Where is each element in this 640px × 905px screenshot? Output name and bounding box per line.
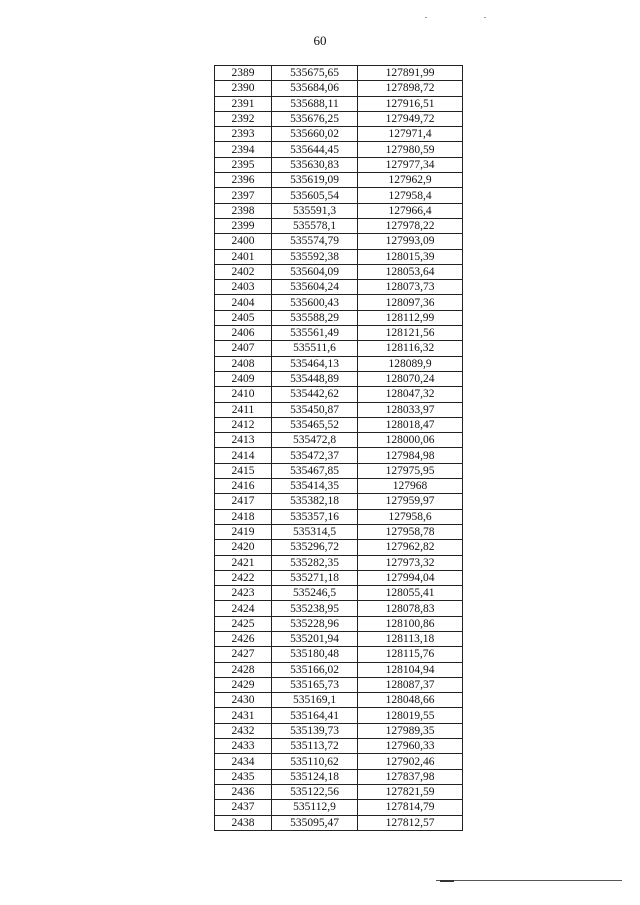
table-row — [215, 142, 463, 157]
table-row — [215, 540, 463, 555]
point-number-cell: 2406 — [215, 326, 272, 341]
point-number-cell: 2410 — [215, 387, 272, 402]
y-coordinate-cell: 127994,04 — [358, 570, 463, 585]
point-number-cell: 2435 — [215, 769, 272, 784]
table-row — [215, 677, 463, 692]
x-coordinate-cell: 535591,3 — [272, 203, 358, 218]
point-number-cell: 2414 — [215, 448, 272, 463]
point-number-cell: 2393 — [215, 127, 272, 142]
x-coordinate-cell: 535246,5 — [272, 586, 358, 601]
y-coordinate-cell: 128113,18 — [358, 631, 463, 646]
point-number-cell: 2415 — [215, 463, 272, 478]
table-row — [215, 371, 463, 386]
point-number-cell: 2405 — [215, 310, 272, 325]
table-row — [215, 433, 463, 448]
x-coordinate-cell: 535271,18 — [272, 570, 358, 585]
y-coordinate-cell: 128048,66 — [358, 693, 463, 708]
x-coordinate-cell: 535619,09 — [272, 173, 358, 188]
y-coordinate-cell: 127958,78 — [358, 524, 463, 539]
y-coordinate-cell: 127891,99 — [358, 66, 463, 81]
scan-speck — [425, 17, 427, 18]
point-number-cell: 2418 — [215, 509, 272, 524]
y-coordinate-cell: 128033,97 — [358, 402, 463, 417]
table-row — [215, 127, 463, 142]
table-row — [215, 631, 463, 646]
point-number-cell: 2431 — [215, 708, 272, 723]
x-coordinate-cell: 535414,35 — [272, 479, 358, 494]
x-coordinate-cell: 535630,83 — [272, 157, 358, 172]
x-coordinate-cell: 535165,73 — [272, 677, 358, 692]
point-number-cell: 2402 — [215, 264, 272, 279]
point-number-cell: 2404 — [215, 295, 272, 310]
table-row — [215, 708, 463, 723]
point-number-cell: 2434 — [215, 754, 272, 769]
x-coordinate-cell: 535282,35 — [272, 555, 358, 570]
coordinates-table-body — [215, 66, 463, 831]
x-coordinate-cell: 535604,24 — [272, 280, 358, 295]
point-number-cell: 2417 — [215, 494, 272, 509]
x-coordinate-cell: 535201,94 — [272, 631, 358, 646]
y-coordinate-cell: 127966,4 — [358, 203, 463, 218]
y-coordinate-cell: 128055,41 — [358, 586, 463, 601]
x-coordinate-cell: 535465,52 — [272, 417, 358, 432]
y-coordinate-cell: 127962,82 — [358, 540, 463, 555]
point-number-cell: 2403 — [215, 280, 272, 295]
point-number-cell: 2395 — [215, 157, 272, 172]
x-coordinate-cell: 535605,54 — [272, 188, 358, 203]
point-number-cell: 2400 — [215, 234, 272, 249]
y-coordinate-cell: 127959,97 — [358, 494, 463, 509]
x-coordinate-cell: 535676,25 — [272, 111, 358, 126]
point-number-cell: 2397 — [215, 188, 272, 203]
y-coordinate-cell: 128100,86 — [358, 616, 463, 631]
point-number-cell: 2394 — [215, 142, 272, 157]
x-coordinate-cell: 535166,02 — [272, 662, 358, 677]
x-coordinate-cell: 535450,87 — [272, 402, 358, 417]
x-coordinate-cell: 535112,9 — [272, 800, 358, 815]
table-row — [215, 647, 463, 662]
x-coordinate-cell: 535095,47 — [272, 815, 358, 830]
x-coordinate-cell: 535180,48 — [272, 647, 358, 662]
y-coordinate-cell: 127975,95 — [358, 463, 463, 478]
point-number-cell: 2409 — [215, 371, 272, 386]
x-coordinate-cell: 535578,1 — [272, 218, 358, 233]
y-coordinate-cell: 128115,76 — [358, 647, 463, 662]
x-coordinate-cell: 535139,73 — [272, 723, 358, 738]
table-row — [215, 616, 463, 631]
y-coordinate-cell: 127812,57 — [358, 815, 463, 830]
coordinates-table — [214, 65, 463, 831]
y-coordinate-cell: 127902,46 — [358, 754, 463, 769]
x-coordinate-cell: 535574,79 — [272, 234, 358, 249]
point-number-cell: 2429 — [215, 677, 272, 692]
page-number: 60 — [313, 33, 327, 48]
x-coordinate-cell: 535124,18 — [272, 769, 358, 784]
y-coordinate-cell: 127993,09 — [358, 234, 463, 249]
y-coordinate-cell: 127821,59 — [358, 784, 463, 799]
y-coordinate-cell: 127949,72 — [358, 111, 463, 126]
table-row — [215, 341, 463, 356]
y-coordinate-cell: 128047,32 — [358, 387, 463, 402]
y-coordinate-cell: 128000,06 — [358, 433, 463, 448]
x-coordinate-cell: 535238,95 — [272, 601, 358, 616]
y-coordinate-cell: 128087,37 — [358, 677, 463, 692]
point-number-cell: 2426 — [215, 631, 272, 646]
point-number-cell: 2412 — [215, 417, 272, 432]
x-coordinate-cell: 535122,56 — [272, 784, 358, 799]
x-coordinate-cell: 535561,49 — [272, 326, 358, 341]
table-row — [215, 295, 463, 310]
table-row — [215, 111, 463, 126]
x-coordinate-cell: 535644,45 — [272, 142, 358, 157]
table-row — [215, 157, 463, 172]
x-coordinate-cell: 535675,65 — [272, 66, 358, 81]
y-coordinate-cell: 127989,35 — [358, 723, 463, 738]
x-coordinate-cell: 535511,6 — [272, 341, 358, 356]
table-row — [215, 723, 463, 738]
y-coordinate-cell: 127978,22 — [358, 218, 463, 233]
table-row — [215, 387, 463, 402]
x-coordinate-cell: 535464,13 — [272, 356, 358, 371]
x-coordinate-cell: 535110,62 — [272, 754, 358, 769]
table-row — [215, 417, 463, 432]
x-coordinate-cell: 535113,72 — [272, 739, 358, 754]
table-row — [215, 586, 463, 601]
y-coordinate-cell: 127971,4 — [358, 127, 463, 142]
point-number-cell: 2425 — [215, 616, 272, 631]
y-coordinate-cell: 127898,72 — [358, 81, 463, 96]
table-row — [215, 310, 463, 325]
point-number-cell: 2399 — [215, 218, 272, 233]
x-coordinate-cell: 535592,38 — [272, 249, 358, 264]
table-row — [215, 264, 463, 279]
table-row — [215, 280, 463, 295]
table-row — [215, 96, 463, 111]
y-coordinate-cell: 127984,98 — [358, 448, 463, 463]
y-coordinate-cell: 128053,64 — [358, 264, 463, 279]
y-coordinate-cell: 127814,79 — [358, 800, 463, 815]
point-number-cell: 2411 — [215, 402, 272, 417]
point-number-cell: 2430 — [215, 693, 272, 708]
footer-rule-mark — [440, 880, 454, 882]
y-coordinate-cell: 127973,32 — [358, 555, 463, 570]
table-row — [215, 601, 463, 616]
table-row — [215, 509, 463, 524]
y-coordinate-cell: 127962,9 — [358, 173, 463, 188]
x-coordinate-cell: 535169,1 — [272, 693, 358, 708]
table-row — [215, 203, 463, 218]
table-row — [215, 356, 463, 371]
table-row — [215, 173, 463, 188]
table-row — [215, 784, 463, 799]
point-number-cell: 2421 — [215, 555, 272, 570]
y-coordinate-cell: 127980,59 — [358, 142, 463, 157]
point-number-cell: 2423 — [215, 586, 272, 601]
x-coordinate-cell: 535688,11 — [272, 96, 358, 111]
y-coordinate-cell: 127916,51 — [358, 96, 463, 111]
point-number-cell: 2390 — [215, 81, 272, 96]
table-row — [215, 739, 463, 754]
x-coordinate-cell: 535660,02 — [272, 127, 358, 142]
table-row — [215, 249, 463, 264]
y-coordinate-cell: 128073,73 — [358, 280, 463, 295]
x-coordinate-cell: 535314,5 — [272, 524, 358, 539]
x-coordinate-cell: 535442,62 — [272, 387, 358, 402]
point-number-cell: 2432 — [215, 723, 272, 738]
x-coordinate-cell: 535357,16 — [272, 509, 358, 524]
point-number-cell: 2424 — [215, 601, 272, 616]
x-coordinate-cell: 535600,43 — [272, 295, 358, 310]
y-coordinate-cell: 127960,33 — [358, 739, 463, 754]
x-coordinate-cell: 535684,06 — [272, 81, 358, 96]
y-coordinate-cell: 127977,34 — [358, 157, 463, 172]
point-number-cell: 2427 — [215, 647, 272, 662]
y-coordinate-cell: 128078,83 — [358, 601, 463, 616]
x-coordinate-cell: 535228,96 — [272, 616, 358, 631]
table-row — [215, 800, 463, 815]
y-coordinate-cell: 128121,56 — [358, 326, 463, 341]
point-number-cell: 2396 — [215, 173, 272, 188]
x-coordinate-cell: 535604,09 — [272, 264, 358, 279]
y-coordinate-cell: 128070,24 — [358, 371, 463, 386]
table-row — [215, 754, 463, 769]
table-row — [215, 463, 463, 478]
y-coordinate-cell: 128018,47 — [358, 417, 463, 432]
x-coordinate-cell: 535296,72 — [272, 540, 358, 555]
y-coordinate-cell: 128015,39 — [358, 249, 463, 264]
y-coordinate-cell: 128019,55 — [358, 708, 463, 723]
table-row — [215, 815, 463, 830]
x-coordinate-cell: 535467,85 — [272, 463, 358, 478]
table-row — [215, 218, 463, 233]
table-row — [215, 66, 463, 81]
table-row — [215, 402, 463, 417]
point-number-cell: 2392 — [215, 111, 272, 126]
table-row — [215, 570, 463, 585]
y-coordinate-cell: 128089,9 — [358, 356, 463, 371]
point-number-cell: 2413 — [215, 433, 272, 448]
y-coordinate-cell: 127968 — [358, 479, 463, 494]
point-number-cell: 2433 — [215, 739, 272, 754]
point-number-cell: 2389 — [215, 66, 272, 81]
x-coordinate-cell: 535472,8 — [272, 433, 358, 448]
point-number-cell: 2419 — [215, 524, 272, 539]
y-coordinate-cell: 128116,32 — [358, 341, 463, 356]
table-row — [215, 494, 463, 509]
table-row — [215, 524, 463, 539]
point-number-cell: 2408 — [215, 356, 272, 371]
table-row — [215, 555, 463, 570]
table-row — [215, 693, 463, 708]
table-row — [215, 81, 463, 96]
x-coordinate-cell: 535164,41 — [272, 708, 358, 723]
table-row — [215, 479, 463, 494]
x-coordinate-cell: 535588,29 — [272, 310, 358, 325]
table-row — [215, 448, 463, 463]
point-number-cell: 2391 — [215, 96, 272, 111]
point-number-cell: 2420 — [215, 540, 272, 555]
point-number-cell: 2438 — [215, 815, 272, 830]
point-number-cell: 2436 — [215, 784, 272, 799]
y-coordinate-cell: 127958,6 — [358, 509, 463, 524]
x-coordinate-cell: 535448,89 — [272, 371, 358, 386]
point-number-cell: 2407 — [215, 341, 272, 356]
point-number-cell: 2422 — [215, 570, 272, 585]
y-coordinate-cell: 128104,94 — [358, 662, 463, 677]
scan-speck — [484, 17, 486, 18]
point-number-cell: 2416 — [215, 479, 272, 494]
table-row — [215, 234, 463, 249]
point-number-cell: 2398 — [215, 203, 272, 218]
point-number-cell: 2401 — [215, 249, 272, 264]
table-row — [215, 769, 463, 784]
x-coordinate-cell: 535382,18 — [272, 494, 358, 509]
point-number-cell: 2437 — [215, 800, 272, 815]
table-row — [215, 188, 463, 203]
point-number-cell: 2428 — [215, 662, 272, 677]
table-row — [215, 326, 463, 341]
y-coordinate-cell: 128112,99 — [358, 310, 463, 325]
x-coordinate-cell: 535472,37 — [272, 448, 358, 463]
y-coordinate-cell: 127958,4 — [358, 188, 463, 203]
table-row — [215, 662, 463, 677]
y-coordinate-cell: 127837,98 — [358, 769, 463, 784]
y-coordinate-cell: 128097,36 — [358, 295, 463, 310]
footer-rule — [436, 880, 622, 881]
